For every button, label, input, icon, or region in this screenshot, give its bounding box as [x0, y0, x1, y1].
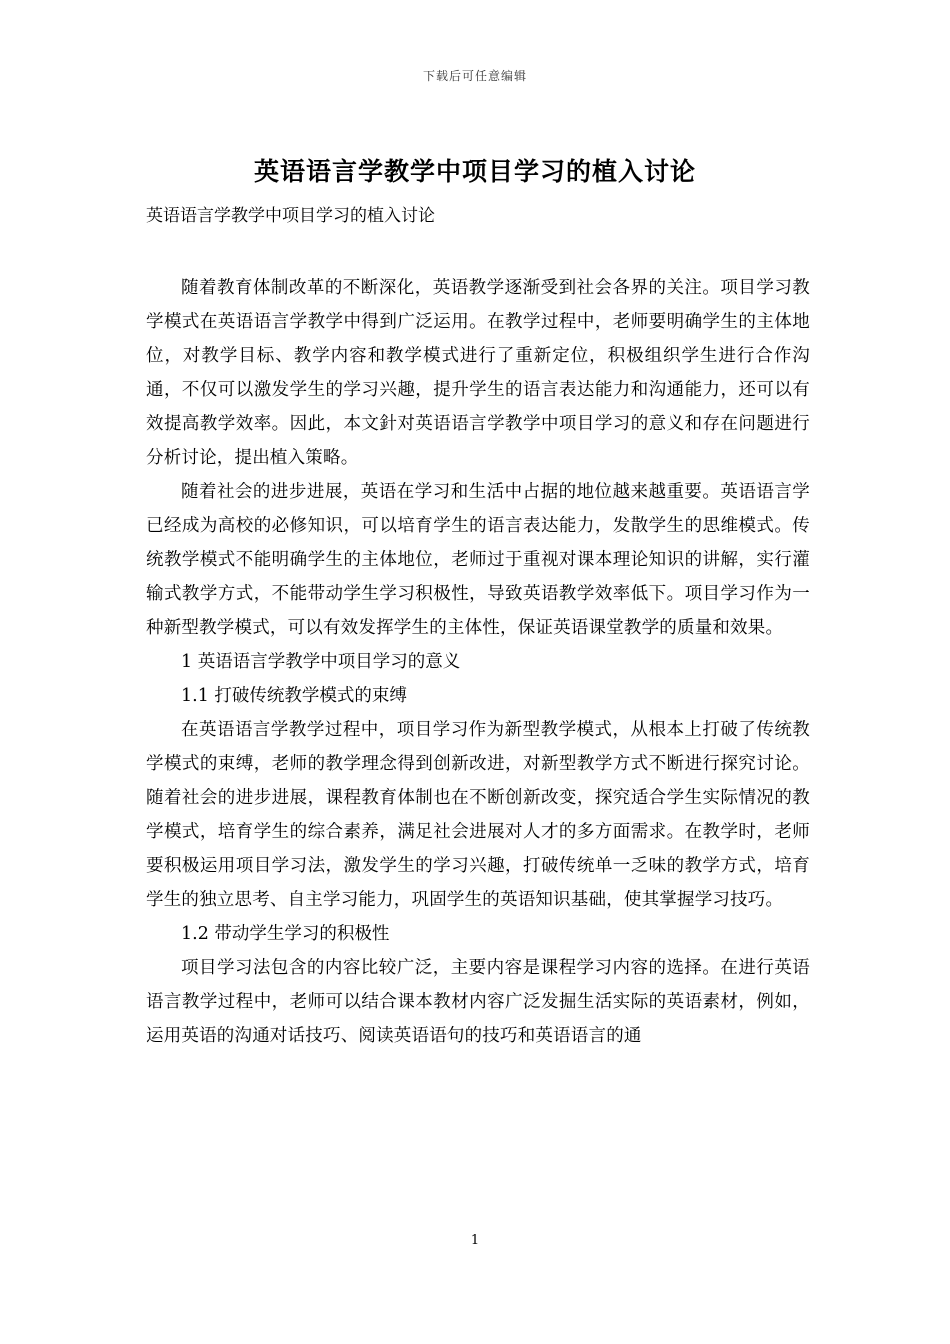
section-1-1-heading: 1.1 打破传统教学模式的束缚: [181, 686, 407, 706]
header-note: 下载后可任意编辑: [422, 69, 527, 83]
background-paragraph: 随着社会的进步进展，英语在学习和生活中占据的地位越来越重要。英语语言学已经成为高校的必修知识，可以培育学生的语言表达能力，发散学生的思维模式。传统教学模式不能明确学生的主体地位，老师过于重视对课本理论知识的讲解，实行灌输式教学方式，不能带动学生学习积极性，导致英语教学效率低下。项目学习作为一种新型教学模式，可以有效发挥学生的主体性，保证英语课堂教学的质量和效果。: [146, 482, 810, 638]
section-1-2-heading: 1.2 带动学生学习的积极性: [181, 924, 390, 944]
section-1-1-paragraph: 在英语语言学教学过程中，项目学习作为新型教学模式，从根本上打破了传统教学模式的束缚，老师的教学理念得到创新改进，对新型教学方式不断进行探究讨论。随着社会的进步进展，课程教育体制也在不断创新改变，探究适合学生实际情况的教学模式，培育学生的综合素养，满足社会进展对人才的多方面需求。在教学时，老师要积极运用项目学习法，激发学生的学习兴趣，打破传统单一乏味的教学方式，培育学生的独立思考、自主学习能力，巩固学生的英语知识基础，使其掌握学习技巧。: [146, 720, 810, 910]
page-number: 1: [470, 1233, 480, 1248]
intro-paragraph: 随着教育体制改革的不断深化，英语教学逐渐受到社会各界的关注。项目学习教学模式在英语语言学教学中得到广泛运用。在教学过程中，老师要明确学生的主体地位，对教学目标、教学内容和教学模式进行了重新定位，积极组织学生进行合作沟通，不仅可以激发学生的学习兴趣，提升学生的语言表达能力和沟通能力，还可以有效提高教学效率。因此，本文針对英语语言学教学中项目学习的意义和存在问题进行分析讨论，提出植入策略。: [146, 278, 810, 468]
document-subtitle: 英语语言学教学中项目学习的植入讨论: [146, 206, 435, 226]
section-1-heading: 1 英语语言学教学中项目学习的意义: [181, 652, 461, 672]
section-1-2-paragraph: 项目学习法包含的内容比较广泛，主要内容是课程学习内容的选择。在进行英语语言教学过程中，老师可以结合课本教材内容广泛发掘生活实际的英语素材，例如，运用英语的沟通对话技巧、阅读英语语句的技巧和英语语言的通: [146, 958, 810, 1046]
document-title: 英语语言学教学中项目学习的植入讨论: [253, 157, 696, 186]
document-body: [146, 271, 810, 1053]
